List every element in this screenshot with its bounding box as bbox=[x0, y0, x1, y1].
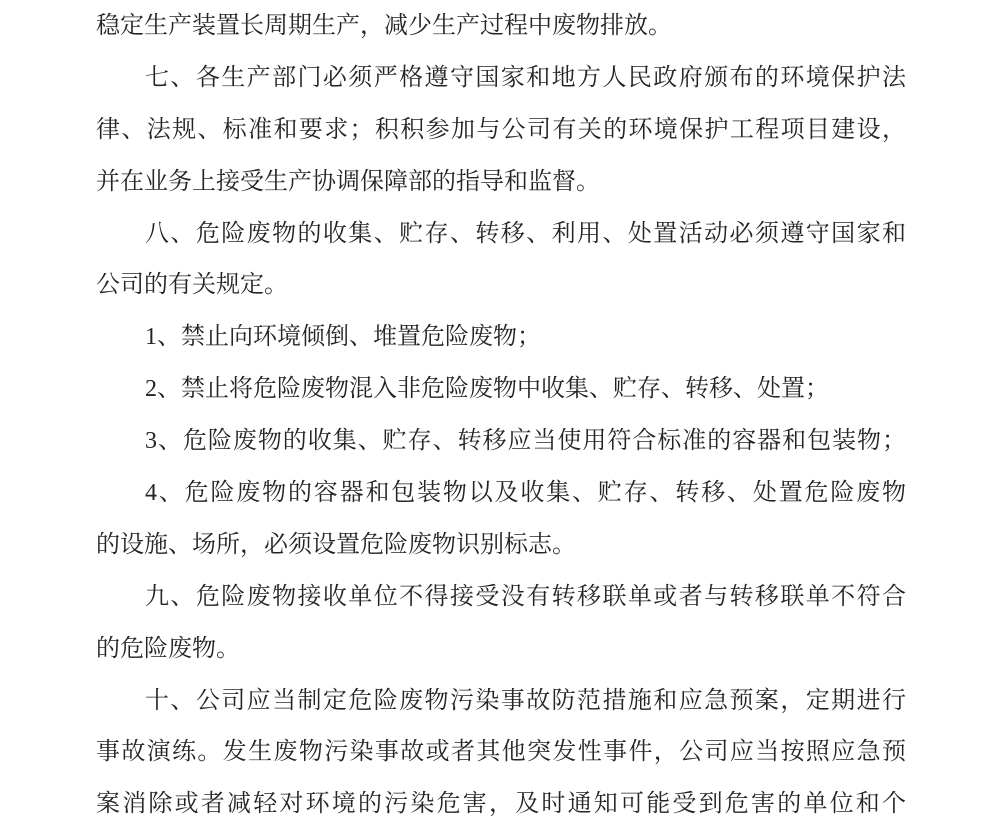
text-line: 律、法规、标准和要求；积积参加与公司有关的环境保护工程项目建设， bbox=[96, 116, 906, 143]
text-line: 3、危险废物的收集、贮存、转移应当使用符合标准的容器和包装物； bbox=[145, 428, 906, 455]
text-line: 1、禁止向环境倾倒、堆置危险废物； bbox=[145, 324, 541, 351]
text-line: 十、公司应当制定危险废物污染事故防范措施和应急预案，定期进行 bbox=[145, 687, 906, 714]
text-line: 案消除或者减轻对环境的污染危害，及时通知可能受到危害的单位和个 bbox=[96, 791, 906, 818]
text-line: 4、危险废物的容器和包装物以及收集、贮存、转移、处置危险废物 bbox=[145, 480, 906, 507]
text-line: 的设施、场所，必须设置危险废物识别标志。 bbox=[96, 531, 576, 558]
text-line: 稳定生产装置长周期生产，减少生产过程中废物排放。 bbox=[96, 13, 672, 39]
text-line: 并在业务上接受生产协调保障部的指导和监督。 bbox=[96, 168, 600, 195]
text-line: 公司的有关规定。 bbox=[96, 272, 288, 299]
text-line: 八、危险废物的收集、贮存、转移、利用、处置活动必须遵守国家和 bbox=[145, 220, 906, 247]
document-page bbox=[96, 1, 906, 831]
text-line: 九、危险废物接收单位不得接受没有转移联单或者与转移联单不符合 bbox=[145, 583, 906, 610]
text-line: 七、各生产部门必须严格遵守国家和地方人民政府颁布的环境保护法 bbox=[145, 64, 906, 91]
text-line: 事故演练。发生废物污染事故或者其他突发性事件，公司应当按照应急预 bbox=[96, 739, 906, 766]
text-line: 2、禁止将危险废物混入非危险废物中收集、贮存、转移、处置； bbox=[145, 376, 829, 403]
text-line: 的危险废物。 bbox=[96, 635, 240, 662]
